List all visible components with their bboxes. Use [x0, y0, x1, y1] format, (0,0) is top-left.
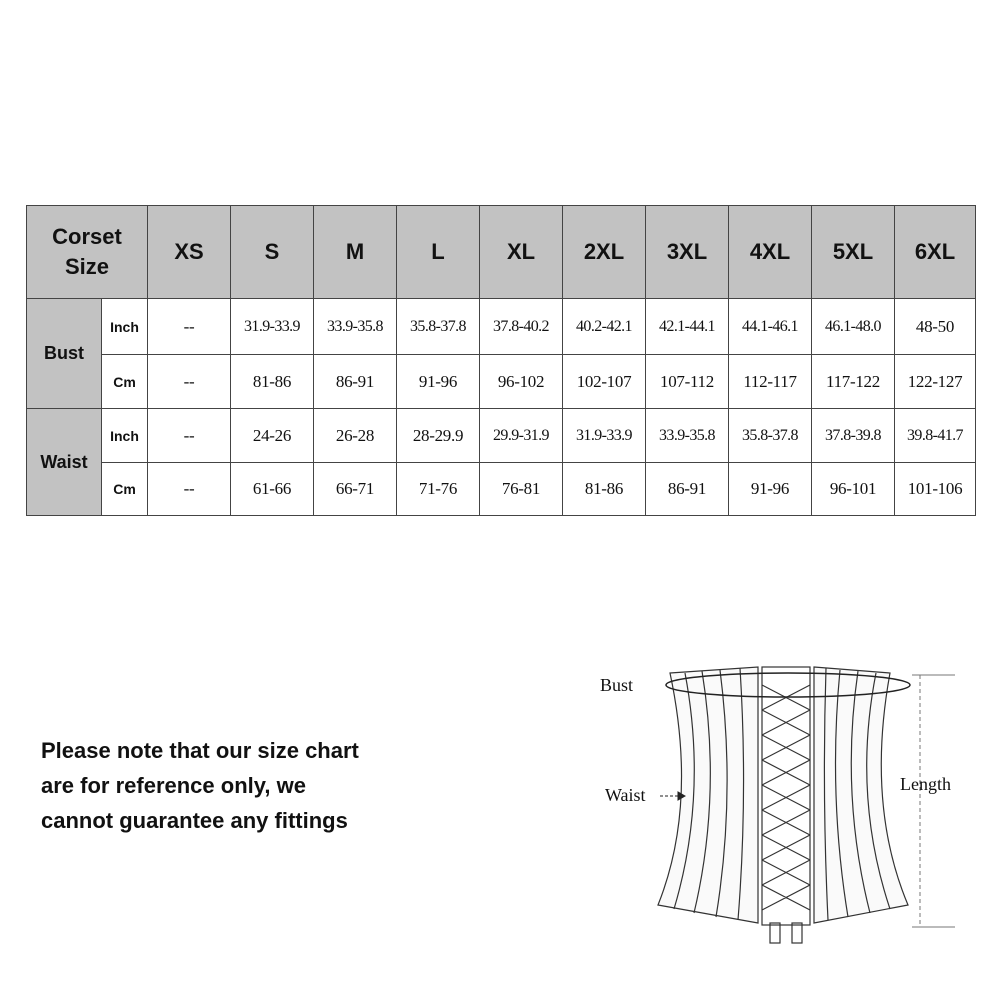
size-value-cell: 29.9-31.9	[480, 409, 563, 463]
size-value-cell: 71-76	[397, 463, 480, 516]
size-header: 6XL	[895, 206, 976, 299]
size-header: M	[314, 206, 397, 299]
unit-label: Inch	[102, 299, 148, 355]
size-header: 3XL	[646, 206, 729, 299]
measurement-group-label: Bust	[27, 299, 102, 409]
size-value-cell: 37.8-40.2	[480, 299, 563, 355]
size-value-cell: 33.9-35.8	[646, 409, 729, 463]
disclaimer-line-2: are for reference only, we	[41, 773, 306, 798]
size-header: XS	[148, 206, 231, 299]
size-value-cell: 48-50	[895, 299, 976, 355]
unit-label: Cm	[102, 355, 148, 409]
size-value-cell: 102-107	[563, 355, 646, 409]
measurement-group-label: Waist	[27, 409, 102, 516]
size-value-cell: 96-101	[812, 463, 895, 516]
size-value-cell: 31.9-33.9	[231, 299, 314, 355]
unit-label: Cm	[102, 463, 148, 516]
size-value-cell: 61-66	[231, 463, 314, 516]
size-value-cell: 44.1-46.1	[729, 299, 812, 355]
fitting-disclaimer	[41, 733, 461, 838]
size-value-cell: --	[148, 409, 231, 463]
size-header: L	[397, 206, 480, 299]
length-dimension-line	[912, 675, 955, 927]
disclaimer-line-1: Please note that our size chart	[41, 738, 359, 763]
waist-label: Waist	[605, 785, 646, 805]
size-chart-table	[26, 205, 976, 516]
corset-size-line1: Corset	[52, 224, 122, 249]
size-value-cell: 86-91	[314, 355, 397, 409]
unit-label: Inch	[102, 409, 148, 463]
size-value-cell: 33.9-35.8	[314, 299, 397, 355]
corset-size-header	[27, 206, 148, 299]
size-value-cell: 96-102	[480, 355, 563, 409]
bust-label: Bust	[600, 675, 634, 695]
size-value-cell: 46.1-48.0	[812, 299, 895, 355]
size-value-cell: 86-91	[646, 463, 729, 516]
size-value-cell: 40.2-42.1	[563, 299, 646, 355]
size-value-cell: 31.9-33.9	[563, 409, 646, 463]
size-header: XL	[480, 206, 563, 299]
size-value-cell: 26-28	[314, 409, 397, 463]
size-value-cell: 66-71	[314, 463, 397, 516]
size-value-cell: 35.8-37.8	[397, 299, 480, 355]
size-value-cell: 117-122	[812, 355, 895, 409]
corset-illustration	[658, 667, 908, 943]
size-header: 5XL	[812, 206, 895, 299]
header-row	[27, 206, 976, 299]
size-value-cell: 91-96	[397, 355, 480, 409]
size-header: 2XL	[563, 206, 646, 299]
size-value-cell: 76-81	[480, 463, 563, 516]
length-label: Length	[900, 774, 951, 794]
size-value-cell: --	[148, 463, 231, 516]
size-value-cell: 42.1-44.1	[646, 299, 729, 355]
size-value-cell: 81-86	[563, 463, 646, 516]
size-value-cell: 81-86	[231, 355, 314, 409]
corset-measurement-diagram	[590, 655, 970, 955]
size-value-cell: 107-112	[646, 355, 729, 409]
size-header: S	[231, 206, 314, 299]
size-value-cell: --	[148, 299, 231, 355]
size-value-cell: 112-117	[729, 355, 812, 409]
size-value-cell: 122-127	[895, 355, 976, 409]
disclaimer-line-3: cannot guarantee any fittings	[41, 808, 348, 833]
table-row	[27, 299, 976, 355]
corset-size-line2: Size	[64, 254, 110, 279]
size-value-cell: 28-29.9	[397, 409, 480, 463]
table-row	[27, 463, 976, 516]
size-value-cell: 24-26	[231, 409, 314, 463]
table-row	[27, 355, 976, 409]
size-value-cell: --	[148, 355, 231, 409]
size-value-cell: 35.8-37.8	[729, 409, 812, 463]
size-header: 4XL	[729, 206, 812, 299]
size-value-cell: 91-96	[729, 463, 812, 516]
size-value-cell: 37.8-39.8	[812, 409, 895, 463]
size-value-cell: 39.8-41.7	[895, 409, 976, 463]
size-value-cell: 101-106	[895, 463, 976, 516]
table-row	[27, 409, 976, 463]
